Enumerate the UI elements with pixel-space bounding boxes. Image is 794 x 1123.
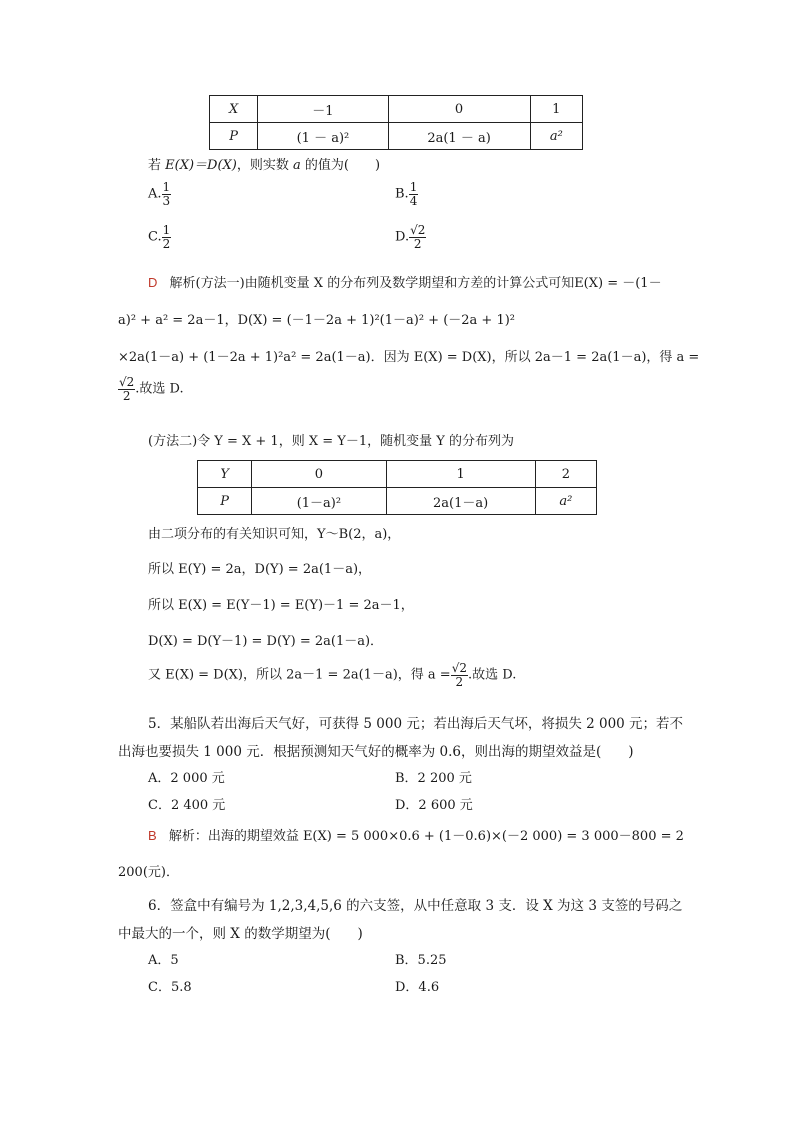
table-cell: 2 — [535, 461, 596, 488]
denominator: 2 — [162, 236, 171, 251]
table-cell: 2a(1－a) — [386, 488, 535, 515]
answer-letter: B — [148, 828, 157, 843]
stem-prefix: 若 — [148, 158, 166, 173]
denominator: 3 — [162, 193, 171, 208]
solution-4-line-2: a)² + a² = 2a－1，D(X) = (－1－2a + 1)²(1－a)² + (－2a + 1)² — [118, 313, 515, 328]
solution-text: .故选 D. — [467, 667, 517, 683]
solution-text: .故选 D. — [135, 381, 184, 397]
option-label: B. — [395, 186, 409, 202]
denominator: 2 — [122, 388, 131, 403]
denominator: 2 — [413, 236, 422, 251]
table-cell: 1 — [386, 461, 535, 488]
fraction — [409, 224, 426, 250]
table-cell: P — [198, 488, 252, 515]
option-label: D. — [395, 229, 410, 245]
stem-variable: a — [293, 158, 301, 173]
option-d: D．2 600 元 — [395, 798, 473, 813]
solution-5-line-1 — [148, 825, 684, 844]
solution-5-line-2: 200(元)． — [118, 865, 179, 880]
table-cell: Y — [198, 461, 252, 488]
denominator: 4 — [409, 193, 418, 208]
option-label: C. — [148, 229, 162, 245]
numerator: √2 — [119, 375, 135, 389]
option-b: B．5.25 — [395, 953, 447, 968]
method-2-line-5 — [148, 662, 516, 688]
question-5-line-1: 5．某船队若出海后天气好，可获得 5 000 元；若出海后天气坏，将损失 2 000 元；若不 — [148, 716, 684, 732]
stem-suffix: 的值为( ) — [300, 158, 381, 173]
option-c: C．5.8 — [148, 980, 192, 995]
option-a: A．5 — [148, 953, 179, 968]
solution-4-line-1 — [148, 272, 662, 291]
table-cell: 0 — [388, 96, 530, 123]
table-cell: P — [210, 123, 258, 150]
table-cell: 1 — [530, 96, 582, 123]
numerator: 1 — [162, 223, 171, 237]
method-2-line-4: D(X) = D(Y－1) = D(Y) = 2a(1－a)． — [148, 634, 384, 649]
question-6-line-1: 6．签盒中有编号为 1,2,3,4,5,6 的六支签，从中任意取 3 支．设 X 为这 3 支签的号码之 — [148, 898, 683, 914]
denominator: 2 — [455, 674, 464, 689]
solution-text: 解析(方法一)由随机变量 X 的分布列及数学期望和方差的计算公式可知E(X) = －(1－ — [169, 276, 662, 291]
solution-4-line-3: ×2a(1－a) + (1－2a + 1)²a² = 2a(1－a)．因为 E(X) = D(X)，所以 2a－1 = 2a(1－a)，得 a = — [118, 350, 700, 365]
stem-expression: E(X)＝D(X) — [165, 158, 237, 173]
option-label: A. — [148, 186, 162, 202]
solution-text: 又 E(X) = D(X)，所以 2a－1 = 2a(1－a)，得 a = — [148, 667, 451, 683]
stem-mid: ，则实数 — [236, 158, 293, 173]
fraction — [118, 376, 135, 402]
table-cell: (1－a)² — [252, 488, 386, 515]
solution-4-line-4 — [118, 376, 184, 402]
table-cell: 0 — [252, 461, 386, 488]
numerator: 1 — [162, 180, 171, 194]
numerator: √2 — [410, 223, 426, 237]
fraction — [409, 181, 419, 207]
option-a: A．2 000 元 — [148, 771, 225, 786]
option-d — [395, 224, 426, 250]
option-d: D．4.6 — [395, 980, 440, 995]
fraction — [451, 662, 468, 688]
distribution-table-y — [197, 460, 597, 515]
solution-4-method-2: (方法二)令 Y = X + 1，则 X = Y－1，随机变量 Y 的分布列为 — [148, 434, 514, 449]
option-c: C．2 400 元 — [148, 798, 226, 813]
table-row — [210, 123, 583, 150]
method-2-line-2: 所以 E(Y) = 2a，D(Y) = 2a(1－a)， — [148, 562, 372, 577]
distribution-table-x — [209, 95, 583, 150]
table-cell: a² — [530, 123, 582, 150]
table-row — [198, 488, 597, 515]
table-row — [210, 96, 583, 123]
numerator: √2 — [451, 661, 467, 675]
fraction — [162, 224, 172, 250]
option-a — [148, 181, 171, 207]
numerator: 1 — [409, 180, 418, 194]
option-c — [148, 224, 171, 250]
question-6-line-2: 中最大的一个，则 X 的数学期望为( ) — [118, 926, 363, 942]
question-5-line-2: 出海也要损失 1 000 元．根据预测知天气好的概率为 0.6，则出海的期望效益是( ) — [118, 744, 634, 760]
option-b: B．2 200 元 — [395, 771, 472, 786]
table-cell: X — [210, 96, 258, 123]
question-4-stem — [148, 154, 380, 173]
table-cell: －1 — [258, 96, 388, 123]
method-2-line-3: 所以 E(X) = E(Y－1) = E(Y)－1 = 2a－1， — [148, 598, 414, 613]
fraction — [162, 181, 172, 207]
table-cell: a² — [535, 488, 596, 515]
table-cell: (1 － a)² — [258, 123, 388, 150]
method-2-line-1: 由二项分布的有关知识可知，Y～B(2，a)， — [148, 527, 401, 542]
option-b — [395, 181, 418, 207]
answer-letter: D — [148, 275, 158, 290]
table-cell: 2a(1 － a) — [388, 123, 530, 150]
table-row — [198, 461, 597, 488]
solution-text: 解析：出海的期望效益 E(X) = 5 000×0.6 + (1－0.6)×(－2 000) = 3 000－800 = 2 — [168, 829, 684, 844]
